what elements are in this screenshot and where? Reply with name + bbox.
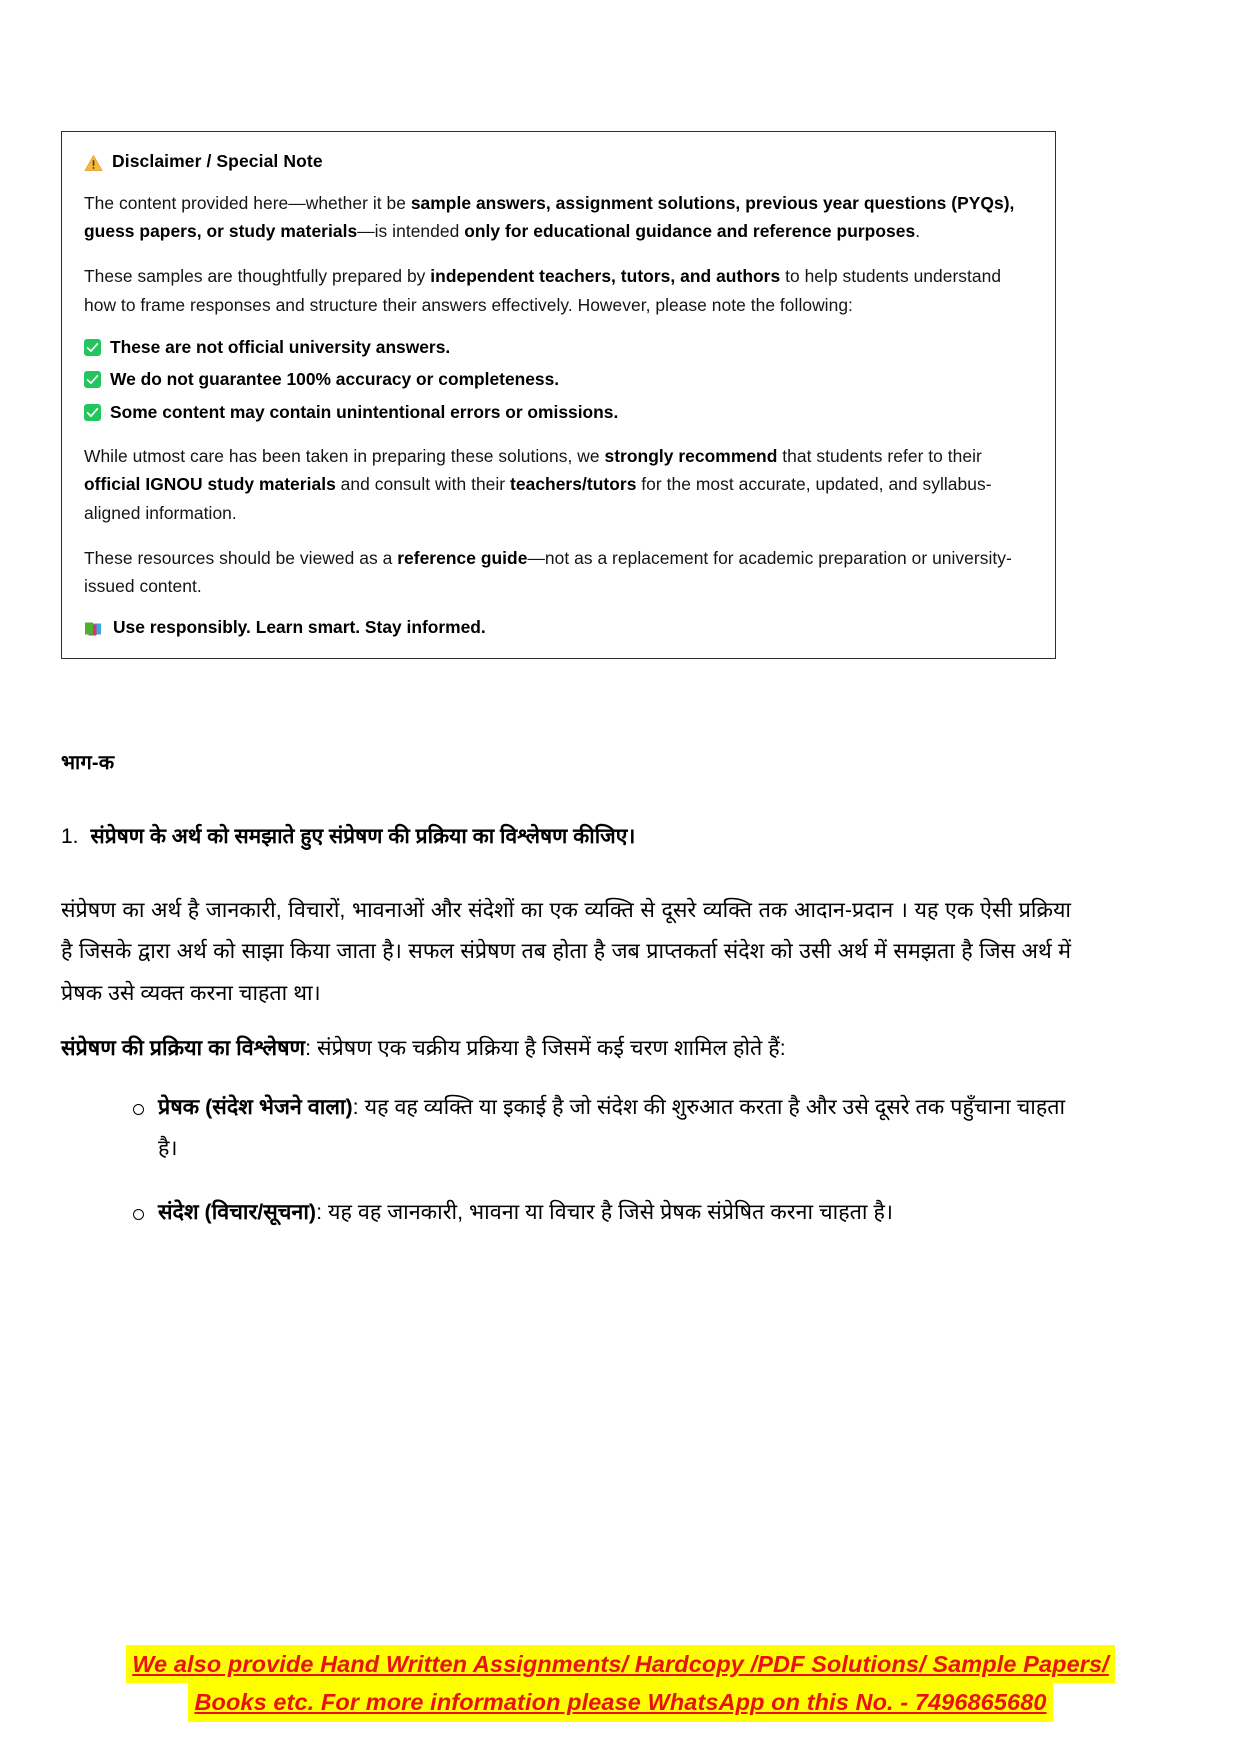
question-text: संप्रेषण के अर्थ को समझाते हुए संप्रेषण की प्रक्रिया का विश्लेषण कीजिए। — [90, 825, 636, 848]
answer-subheading-rest: : संप्रेषण एक चक्रीय प्रक्रिया है जिसमें कई चरण शामिल होते हैं: — [305, 1035, 786, 1060]
answer-subheading: संप्रेषण की प्रक्रिया का विश्लेषण — [61, 1035, 306, 1060]
bullet-content — [158, 1192, 1071, 1233]
bullet-rest-text: : यह वह व्यक्ति या इकाई है जो संदेश की शुरुआत करता है और उसे दूसरे तक पहुँचाना चाहता है। — [158, 1095, 1066, 1161]
p2-part-1: These samples are thoughtfully prepared by — [84, 266, 431, 287]
list-item — [133, 1087, 1071, 1170]
footer-line-2: Books etc. For more information please WhatsApp on this No. - 7496865680 — [188, 1683, 1052, 1721]
footer-promo-banner — [0, 1645, 1241, 1722]
p3-part-2: that students refer to their — [777, 446, 982, 467]
list-item — [84, 336, 1033, 359]
p4-bold-1: reference guide — [397, 547, 528, 568]
p1-part-3: . — [915, 221, 921, 242]
p3-bold-2: official IGNOU study materials — [84, 474, 336, 495]
bullet-content — [158, 1087, 1071, 1170]
footer-line-1: We also provide Hand Written Assignments/ Hardcopy /PDF Solutions/ Sample Papers/ — [126, 1645, 1115, 1683]
disclaimer-paragraph-3 — [84, 442, 1033, 527]
disclaimer-paragraph-4 — [84, 544, 1033, 600]
disclaimer-box — [61, 131, 1056, 659]
footer-line-1-wrap — [0, 1645, 1241, 1683]
question-row — [61, 822, 1071, 852]
disclaimer-closing-row — [84, 617, 1033, 638]
hollow-circle-bullet-icon — [133, 1104, 144, 1115]
disclaimer-closing-text: Use responsibly. Learn smart. Stay informed. — [113, 617, 486, 638]
answer-subheading-paragraph — [61, 1028, 1071, 1069]
disclaimer-title-row — [84, 151, 1033, 172]
warning-triangle-icon — [84, 154, 103, 172]
p3-part-1: While utmost care has been taken in preparing these solutions, we — [84, 446, 605, 467]
answer-bullet-list — [61, 1087, 1071, 1233]
p2-bold-1: independent teachers, tutors, and authors — [430, 266, 781, 287]
footer-line-2-wrap — [0, 1683, 1241, 1721]
disclaimer-paragraph-2 — [84, 262, 1033, 318]
p1-bold-1: sample answers, assignment solutions, previous year questions (PYQs), guess papers, or study materials — [84, 193, 1015, 242]
p1-bold-2: only for educational guidance and reference purposes — [464, 221, 916, 242]
answer-body — [61, 890, 1071, 1255]
bullet-bold-label: प्रेषक (संदेश भेजने वाला) — [158, 1095, 353, 1120]
p3-part-4: for the most accurate, updated, and syllabus-aligned information. — [84, 474, 992, 523]
checklist-label: Some content may contain unintentional errors or omissions. — [110, 401, 619, 422]
books-icon — [84, 620, 104, 638]
disclaimer-title: Disclaimer / Special Note — [112, 151, 323, 171]
disclaimer-checklist — [84, 336, 1033, 424]
check-mark-icon — [84, 339, 101, 356]
bullet-rest-text: : यह वह जानकारी, भावना या विचार है जिसे प्रेषक संप्रेषित करना चाहता है। — [316, 1199, 894, 1224]
list-item — [84, 401, 1033, 424]
p4-part-1: These resources should be viewed as a — [84, 547, 398, 568]
p3-part-3: and consult with their — [335, 474, 511, 495]
part-heading: भाग-क — [61, 752, 115, 774]
disclaimer-paragraph-1 — [84, 189, 1033, 245]
p3-bold-1: strongly recommend — [604, 446, 778, 467]
p2-part-2: to help students understand how to frame responses and structure their answers effectively. However, please note the following: — [84, 266, 1002, 315]
question-number: 1. — [61, 825, 79, 848]
checklist-label: These are not official university answers. — [110, 336, 451, 357]
p1-part-2: —is intended — [357, 221, 465, 242]
list-item — [84, 368, 1033, 391]
p1-part-1: The content provided here—whether it be — [84, 193, 411, 213]
p3-bold-3: teachers/tutors — [510, 474, 637, 495]
answer-paragraph-1: संप्रेषण का अर्थ है जानकारी, विचारों, भावनाओं और संदेशों का एक व्यक्ति से दूसरे व्यक्ति तक आदान-प्रदान । यह एक ऐसी प्रक्रिया है जिसके द्वारा अर्थ को साझा किया जाता है। सफल संप्रेषण तब होता है जब प्राप्तकर्ता संदेश को उसी अर्थ में समझता है जिस अर्थ में प्रेषक उसे व्यक्त करना चाहता था। — [61, 898, 1071, 1005]
list-item — [133, 1192, 1071, 1233]
hollow-circle-bullet-icon — [133, 1209, 144, 1220]
check-mark-icon — [84, 371, 101, 388]
p4-part-2: —not as a replacement for academic preparation or university-issued content. — [84, 547, 1012, 596]
bullet-bold-label: संदेश (विचार/सूचना) — [158, 1199, 317, 1224]
checklist-label: We do not guarantee 100% accuracy or completeness. — [110, 369, 560, 390]
check-mark-icon — [84, 404, 101, 421]
